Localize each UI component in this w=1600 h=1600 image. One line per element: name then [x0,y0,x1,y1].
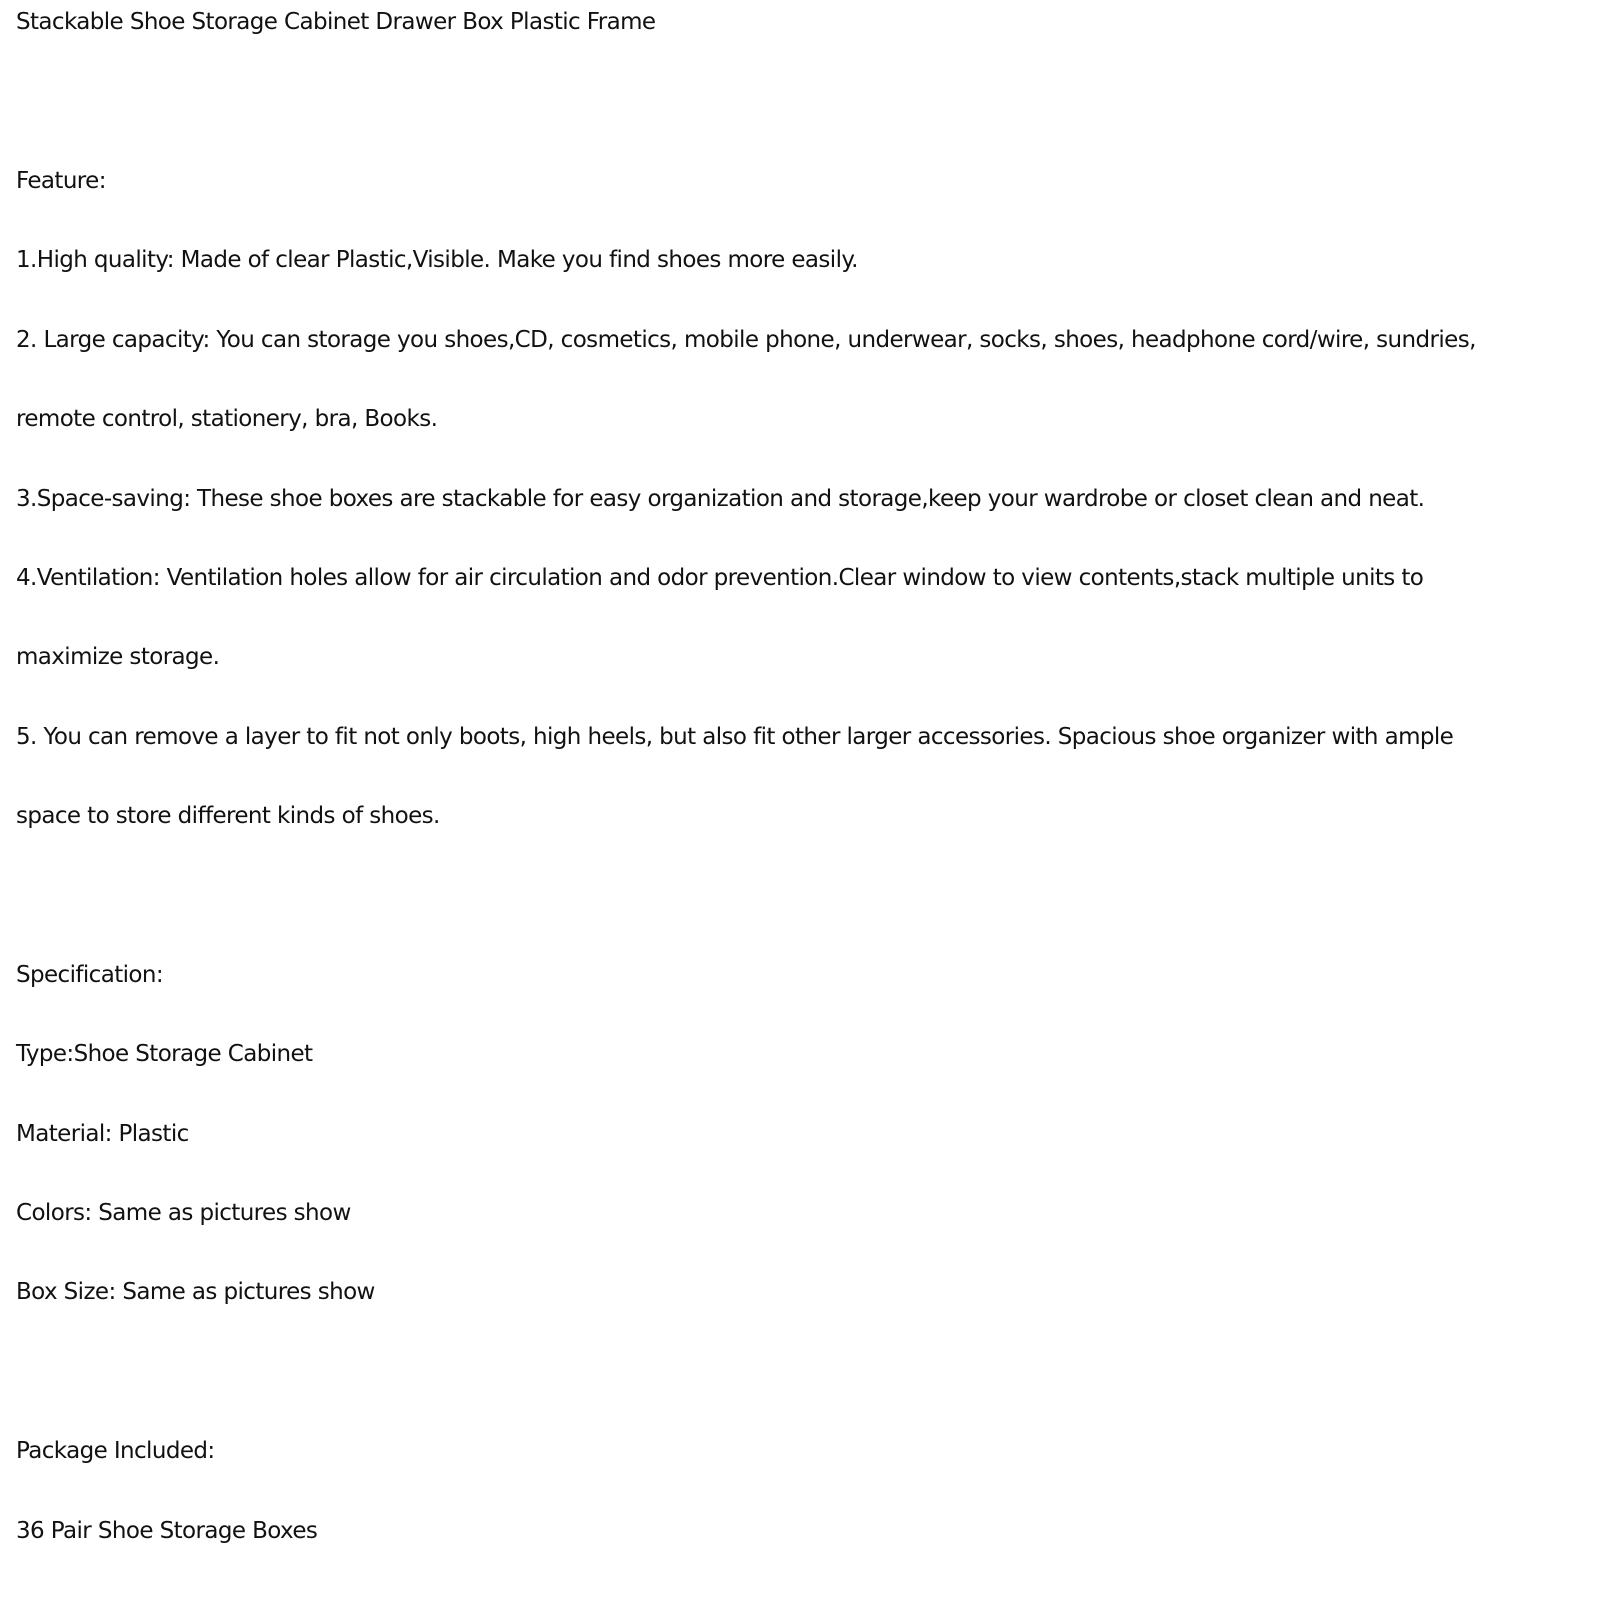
feature-line: 2. Large capacity: You can storage you shoes,CD, cosmetics, mobile phone, underwear, socks, shoes, headphone cord/wire, sundries, [16,327,1476,353]
feature-line: 5. You can remove a layer to fit not only boots, high heels, but also fit other larger accessories. Spacious shoe organizer with ample [16,724,1454,750]
feature-line: remote control, stationery, bra, Books. [16,406,438,432]
feature-heading: Feature: [16,168,106,194]
feature-line: maximize storage. [16,644,220,670]
specification-line: Material: Plastic [16,1121,189,1147]
package-line: 36 Pair Shoe Storage Boxes [16,1518,318,1544]
feature-line: 1.High quality: Made of clear Plastic,Visible. Make you find shoes more easily. [16,247,858,273]
feature-line: space to store different kinds of shoes. [16,803,440,829]
package-heading: Package Included: [16,1438,215,1464]
specification-line: Type:Shoe Storage Cabinet [16,1041,313,1067]
product-title: Stackable Shoe Storage Cabinet Drawer Box Plastic Frame [16,9,656,35]
specification-line: Colors: Same as pictures show [16,1200,351,1226]
specification-line: Box Size: Same as pictures show [16,1279,375,1305]
specification-heading: Specification: [16,962,164,988]
feature-line: 3.Space-saving: These shoe boxes are stackable for easy organization and storage,keep your wardrobe or closet clean and neat. [16,486,1425,512]
feature-line: 4.Ventilation: Ventilation holes allow for air circulation and odor prevention.Clear window to view contents,stack multiple units to [16,565,1424,591]
